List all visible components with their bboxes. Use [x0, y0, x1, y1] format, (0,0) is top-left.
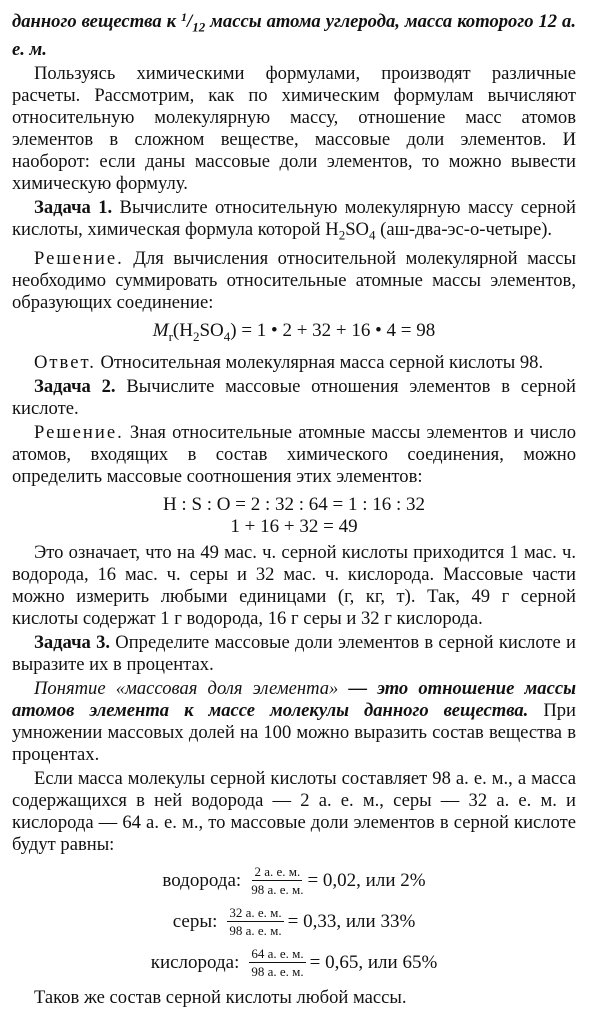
formula-ratio: H : S : O = 2 : 32 : 64 = 1 : 16 : 32 — [162, 494, 426, 516]
task-3: Задача 3. Определите массовые доли элементов в серной кислоте и выразите их в процентах. — [12, 632, 576, 676]
task-2: Задача 2. Вычислите массовые отношения элементов в серной кислоте. — [12, 376, 576, 420]
task-2-label: Задача 2. — [34, 376, 116, 398]
solution-2: Решение. Зная относительные атомные массы элементов и число атомов, входящих в состав химического соединения, можно определить массовые соотношения этих элементов: — [12, 422, 576, 488]
solution-2-label: Решение. — [34, 422, 124, 444]
meaning-paragraph: Это означает, что на 49 мас. ч. серной кислоты приходится 1 мас. ч. водорода, 16 мас. ч. серы и 32 мас. ч. кислорода. Массовые части можно измерить любыми единицами (г, кг, т). Так, 49 г серной кислоты содержат 1 г водорода, 16 г серы и 32 г кислорода. — [12, 542, 576, 630]
task-1-label: Задача 1. — [34, 196, 113, 218]
task-3-label: Задача 3. — [34, 632, 111, 654]
fraction-oxygen: кислорода: $\frac{64 а. е. м.}{98 а. е. м.}$ = 0,65, или 65% — [150, 946, 438, 980]
task-1: Задача 1. Вычислите относительную молекулярную массу серной кислоты, химическая формула которой $H_2SO_4$ (аш-два-эс-о-четыре). — [12, 196, 576, 243]
final-sentence: Таков же состав серной кислоты любой массы. — [34, 987, 407, 1009]
intro-paragraph: Пользуясь химическими формулами, производят различные расчеты. Рассмотрим, как по химическим формулам вычисляют относительную молекулярную массу, отношение масс атомов элементов в сложном веществе, массовые доли элементов. И наоборот: если даны массовые доли элементов, то можно вывести химическую формулу. — [12, 62, 576, 194]
fraction-sulfur: серы: $\frac{32 а. е. м.}{98 а. е. м.}$ = 0,33, или 33% — [172, 905, 416, 939]
solution-1-label: Решение. — [34, 248, 124, 270]
if-mass-paragraph: Если масса молекулы серной кислоты составляет 98 а. е. м., а масса содержащихся в ней водорода — 2 а. е. м., серы — 32 а. е. м. и кислорода — 64 а. е. м., то массовые доли элементов в серной кислоте будут равны: — [12, 768, 576, 856]
answer-1: Ответ. Относительная молекулярная масса серной кислоты 98. — [34, 352, 544, 374]
solution-1: Решение. Для вычисления относительной молекулярной массы необходимо суммировать относительные атомные массы элементов, образующих соединение: — [12, 248, 576, 314]
concept-definition: Понятие «массовая доля элемента» — это отношение массы атомов элемента к массе молекулы данного вещества. При умножении массовых долей на 100 можно выразить состав вещества в процентах. — [12, 678, 576, 766]
fraction-hydrogen: водорода: $\frac{2 а. е. м.}{98 а. е. м.}$ = 0,02, или 2% — [162, 864, 426, 898]
answer-1-label: Ответ. — [34, 352, 96, 374]
formula-molar-mass: $M_r(H_2SO_4) = 1$ • 2 + 32 + 16 • 4 = 98 — [152, 320, 436, 345]
heading-continuation: данного вещества к $^1/_{12}$ массы атома углерода, масса которого 12 а. е. м. — [12, 10, 576, 60]
formula-sum: 1 + 16 + 32 = 49 — [230, 516, 358, 538]
